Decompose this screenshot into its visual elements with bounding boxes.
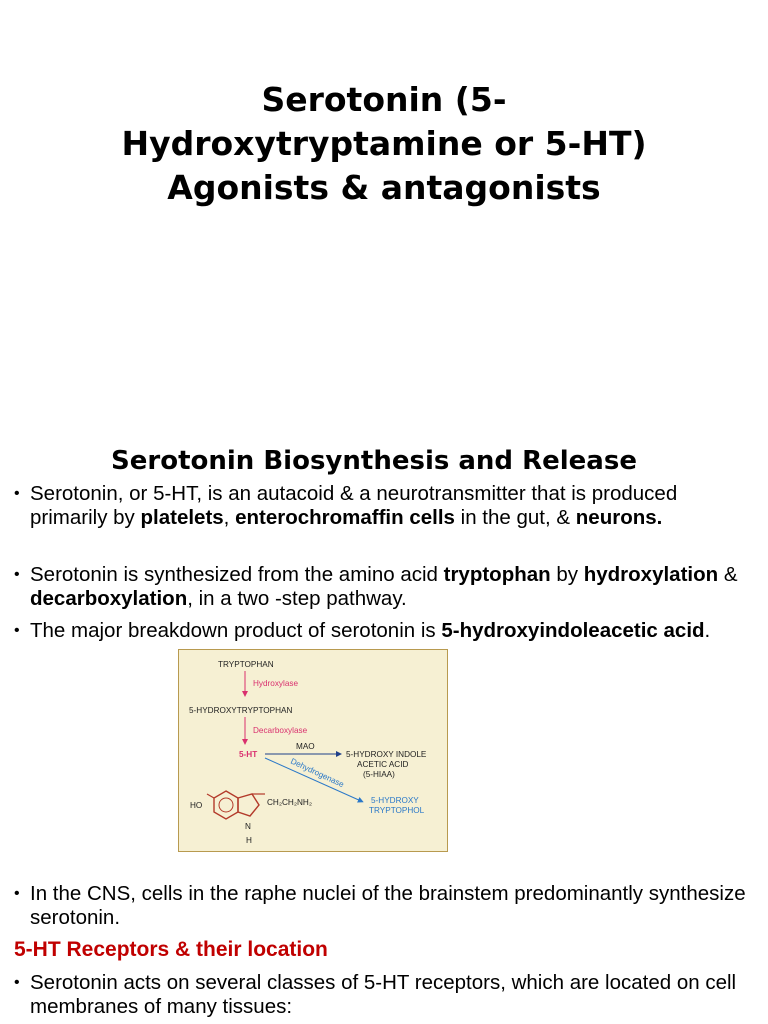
label-n: N — [245, 822, 251, 831]
arrow-dehydrogenase — [265, 758, 361, 801]
label-tryptophol-1: 5-HYDROXY — [371, 796, 419, 805]
aromatic-circle — [219, 798, 233, 812]
label-indole-1: 5-HYDROXY INDOLE — [346, 750, 427, 759]
title-line-3: Agonists & antagonists — [167, 168, 601, 207]
bullet-item: • In the CNS, cells in the raphe nuclei of the brainstem predominantly synthesize serotonin. — [14, 882, 754, 930]
bold-term: hydroxylation — [583, 563, 719, 586]
bullet-text: & — [718, 563, 738, 586]
label-h: H — [246, 836, 252, 845]
label-indole-3: (5-HIAA) — [363, 770, 395, 779]
bullet-list-receptors — [14, 971, 754, 1019]
benzene-ring — [214, 791, 238, 819]
bullet-item: • Serotonin acts on several classes of 5-HT receptors, which are located on cell membranes of many tissues: — [14, 971, 754, 1019]
bullet-text: , in a two -step pathway. — [187, 587, 407, 610]
bold-term: neurons. — [575, 506, 663, 529]
bold-term: 5-hydroxyindoleacetic acid — [441, 619, 705, 642]
label-hydroxytryptophan: 5-HYDROXYTRYPTOPHAN — [189, 706, 293, 715]
label-tryptophol-2: TRYPTOPHOL — [369, 806, 425, 815]
bullet-text: in the gut, & — [454, 506, 576, 529]
bold-term: platelets — [140, 506, 224, 529]
bullet-list-cns — [14, 882, 754, 930]
bullet-list-breakdown — [14, 619, 754, 643]
label-side-chain: CH₂CH₂NH₂ — [267, 798, 313, 807]
bullet-text: . — [704, 619, 711, 642]
bullet-text: Serotonin is synthesized from the amino acid — [30, 563, 444, 586]
label-dehydrogenase: Dehydrogenase — [289, 756, 346, 790]
bullet-text: , — [223, 506, 236, 529]
label-indole-2: ACETIC ACID — [357, 760, 409, 769]
title-line-1: Serotonin (5- — [261, 80, 507, 119]
label-mao: MAO — [296, 742, 315, 751]
serotonin-structure — [190, 791, 312, 845]
bullet-text: The major breakdown product of serotonin is — [30, 619, 442, 642]
pyrrole-ring — [238, 794, 259, 816]
section-heading: Serotonin Biosynthesis and Release — [111, 446, 637, 476]
pathway-svg — [179, 650, 447, 851]
page-title — [0, 78, 768, 210]
label-decarboxylase: Decarboxylase — [253, 726, 308, 735]
bullet-item — [14, 563, 754, 611]
bullet-list-synthesis — [14, 563, 754, 611]
serotonin-pathway-diagram — [178, 649, 448, 852]
label-ho: HO — [190, 801, 203, 810]
title-line-2: Hydroxytryptamine or 5-HT) — [121, 124, 647, 163]
bold-term: tryptophan — [443, 563, 551, 586]
bullet-list-biosynthesis — [14, 482, 754, 530]
receptors-heading: 5-HT Receptors & their location — [14, 938, 328, 961]
bullet-text: by — [550, 563, 584, 586]
bold-term: enterochromaffin cells — [235, 506, 455, 529]
label-hydroxylase: Hydroxylase — [253, 679, 299, 688]
ho-bond — [207, 794, 214, 798]
bullet-item — [14, 482, 754, 530]
label-5ht: 5-HT — [239, 750, 258, 759]
bullet-item — [14, 619, 754, 643]
bullet-text: Serotonin, or 5-HT, is an autacoid & a neurotransmitter that is produced primarily by — [30, 482, 678, 529]
label-tryptophan: TRYPTOPHAN — [218, 660, 274, 669]
bold-term: decarboxylation — [30, 587, 188, 610]
